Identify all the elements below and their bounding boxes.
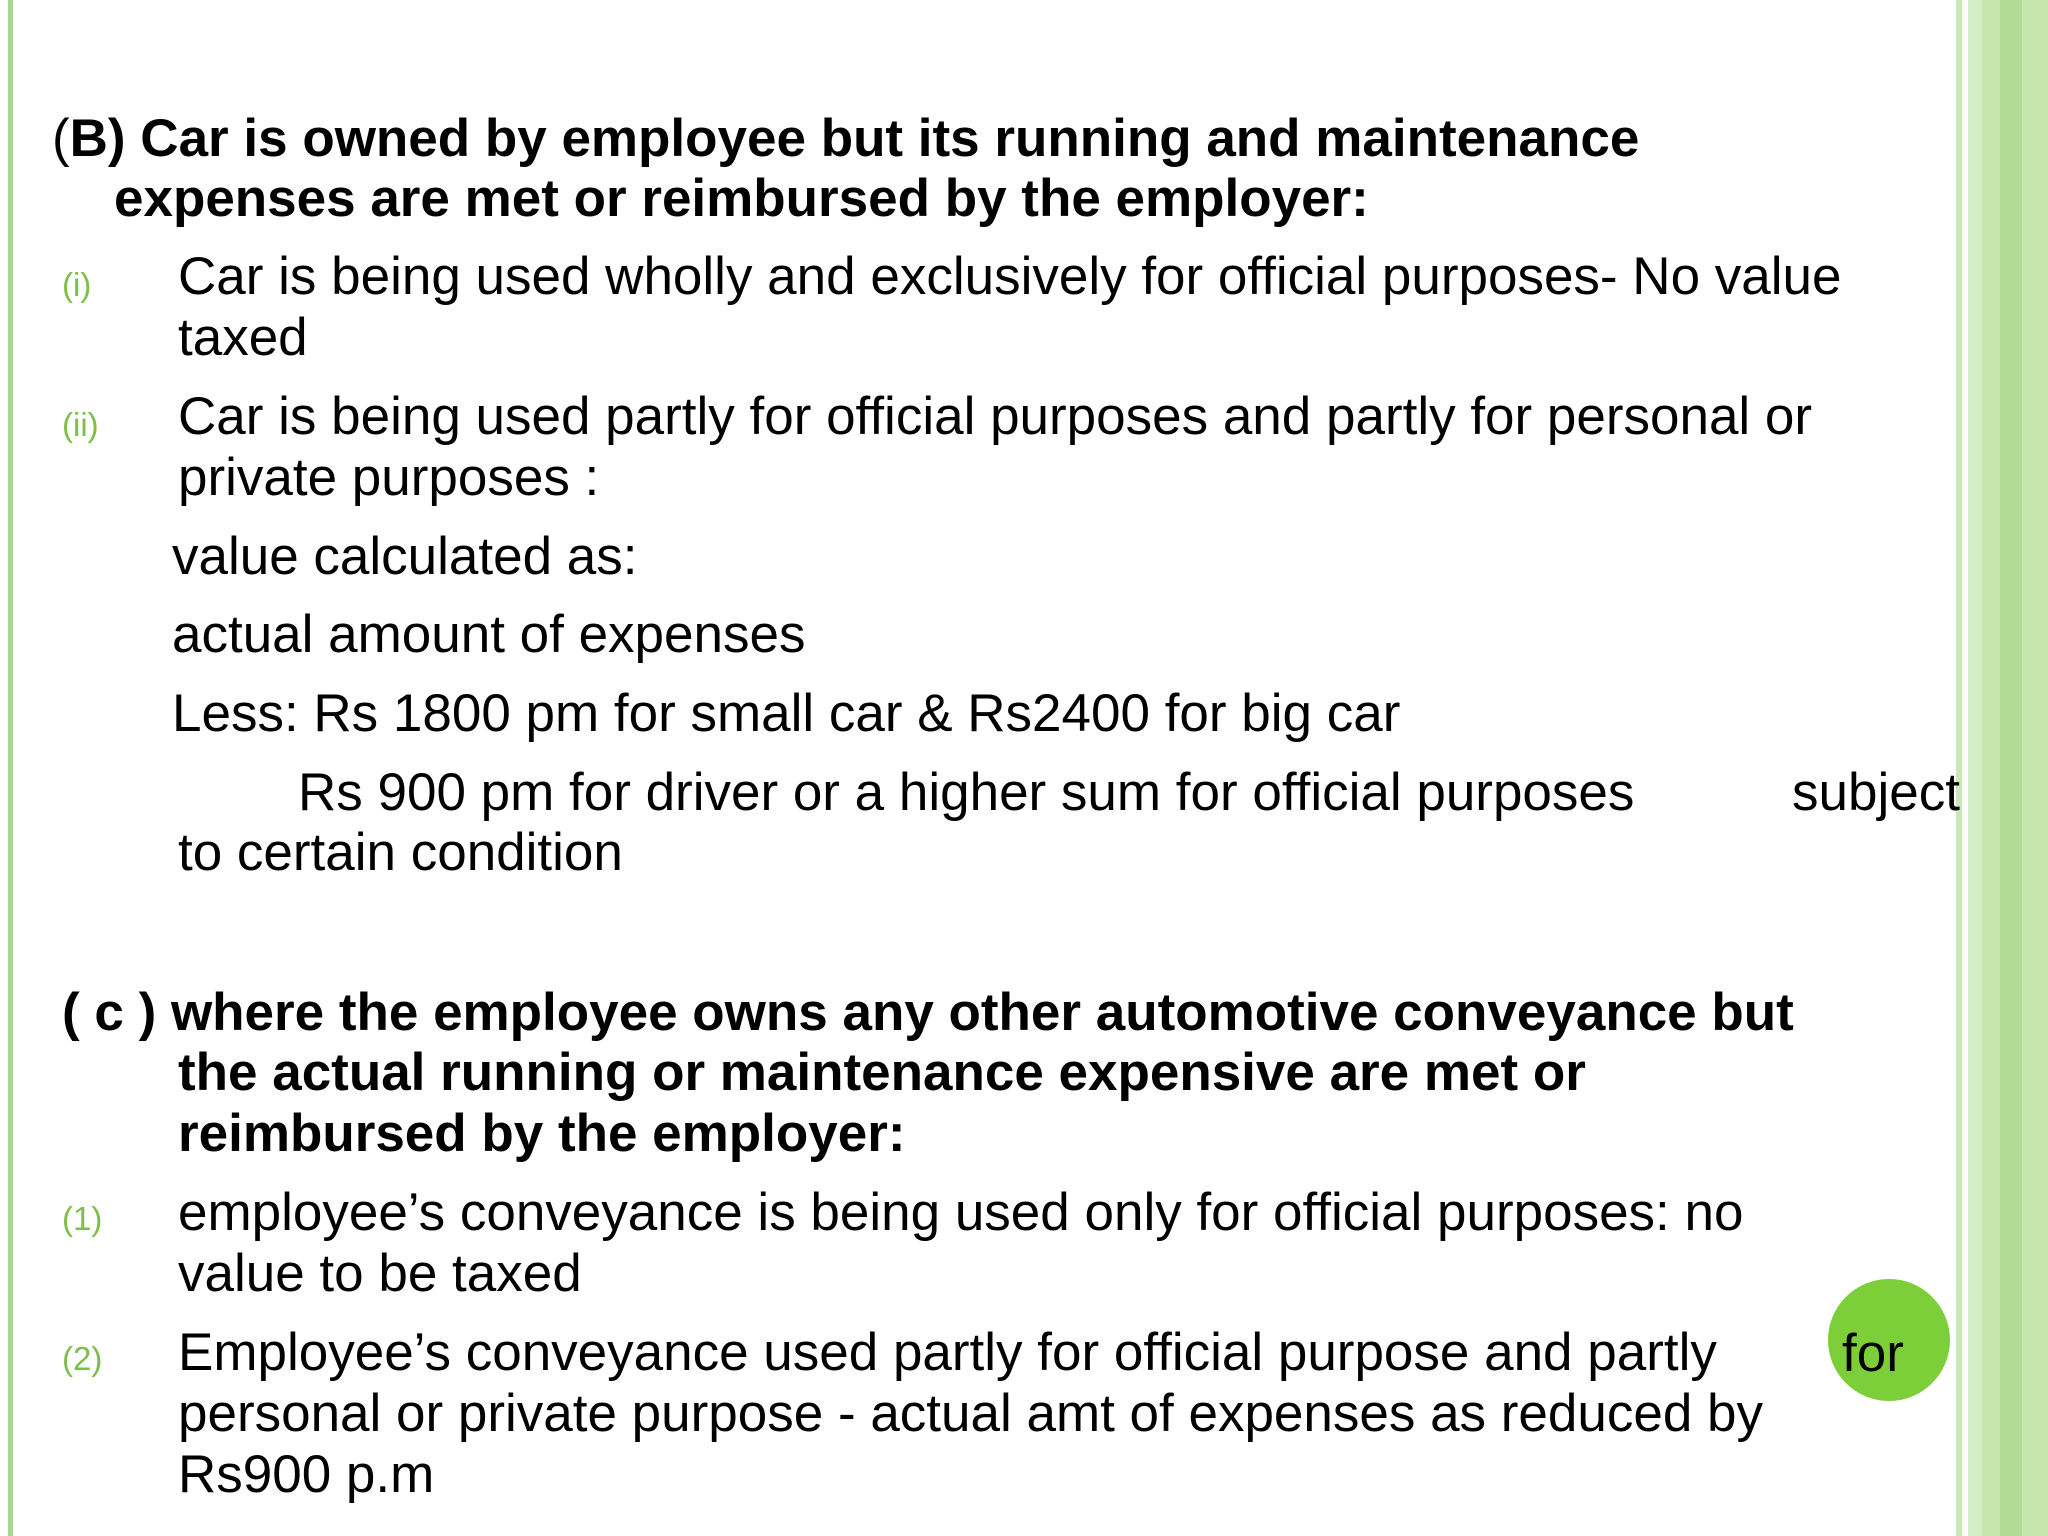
calc-line: to certain condition bbox=[178, 823, 623, 882]
section-c-heading-line3: reimbursed by the employer: bbox=[178, 1104, 906, 1163]
list-item-text: value to be taxed bbox=[178, 1244, 582, 1303]
section-b-heading-line1 bbox=[52, 109, 1640, 168]
section-b-heading-line2: expenses are met or reimbursed by the employer: bbox=[114, 169, 1369, 228]
list-item-text: private purposes : bbox=[178, 448, 600, 507]
list-item-text: employee’s conveyance is being used only for official purposes: no bbox=[178, 1183, 1744, 1242]
calc-line: Less: Rs 1800 pm for small car & Rs2400 for big car bbox=[172, 684, 1401, 743]
list-item-text: Car is being used partly for official purposes and partly for personal or bbox=[178, 387, 1813, 446]
list-item-text: personal or private purpose - actual amt of expenses as reduced by bbox=[178, 1384, 1764, 1443]
list-marker: (2) bbox=[62, 1340, 103, 1377]
list-item-text: taxed bbox=[178, 308, 308, 367]
left-border bbox=[8, 0, 13, 1536]
right-border-stripe bbox=[1968, 0, 1982, 1536]
section-c-heading-line1: ( c ) where the employee owns any other automotive conveyance but bbox=[62, 983, 1794, 1042]
calc-line: subject bbox=[1792, 763, 1960, 822]
calc-line: value calculated as: bbox=[172, 527, 638, 586]
list-item-text: Employee’s conveyance used partly for official purpose and partly bbox=[178, 1323, 1717, 1382]
list-marker: (ii) bbox=[62, 406, 99, 443]
list-marker: (i) bbox=[62, 266, 92, 303]
list-item-text-end: for bbox=[1842, 1324, 1904, 1383]
heading-text: B) Car is owned by employee but its running and maintenance bbox=[69, 109, 1640, 168]
right-border-stripe bbox=[2000, 0, 2022, 1536]
calc-line: actual amount of expenses bbox=[172, 605, 806, 664]
list-item-text: Car is being used wholly and exclusively for official purposes- No value bbox=[178, 247, 1842, 306]
calc-line: Rs 900 pm for driver or a higher sum for official purposes bbox=[298, 763, 1635, 822]
list-item-text: Rs900 p.m bbox=[178, 1445, 435, 1504]
heading-paren: ( bbox=[52, 109, 70, 168]
list-marker: (1) bbox=[62, 1200, 103, 1237]
section-c-heading-line2: the actual running or maintenance expensive are met or bbox=[178, 1043, 1586, 1102]
